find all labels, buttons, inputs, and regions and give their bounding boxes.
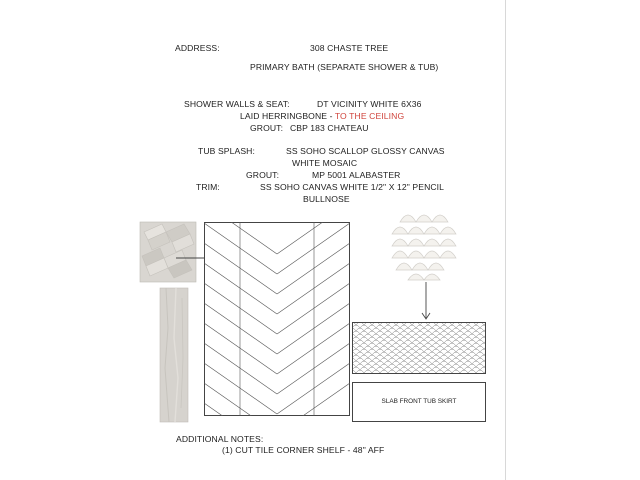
herringbone-diagram — [204, 222, 350, 416]
tub-label: TUB SPLASH: — [198, 146, 255, 156]
address-label: ADDRESS: — [175, 43, 220, 53]
shower-label: SHOWER WALLS & SEAT: — [184, 99, 290, 109]
plank-tile-photo — [160, 288, 188, 422]
notes-label: ADDITIONAL NOTES: — [176, 434, 264, 444]
arrow-to-mosaic-band — [420, 282, 432, 322]
tub-tile-line2: WHITE MOSAIC — [292, 158, 358, 168]
tub-splash-mosaic-band — [352, 322, 486, 374]
shower-tile: DT VICINITY WHITE 6X36 — [317, 99, 422, 109]
notes-item-1: (1) CUT TILE CORNER SHELF - 48" AFF — [222, 445, 385, 455]
shower-grout-value: CBP 183 CHATEAU — [290, 123, 369, 133]
shower-pattern-highlight: TO THE CEILING — [334, 111, 405, 121]
shower-grout-label: GROUT: — [250, 123, 284, 133]
address-value: 308 CHASTE TREE — [310, 43, 389, 53]
tub-skirt-label: SLAB FRONT TUB SKIRT — [381, 398, 457, 405]
tub-tile-line1: SS SOHO SCALLOP GLOSSY CANVAS — [286, 146, 445, 156]
scallop-mosaic-photo — [392, 206, 456, 282]
tub-trim-label: TRIM: — [196, 182, 220, 192]
shower-pattern-text: LAID HERRINGBONE - — [240, 111, 335, 121]
tub-trim-line1: SS SOHO CANVAS WHITE 1/2" X 12" PENCIL — [260, 182, 445, 192]
tub-trim-line2: BULLNOSE — [303, 194, 350, 204]
tub-grout-value: MP 5001 ALABASTER — [312, 170, 401, 180]
room-title: PRIMARY BATH (SEPARATE SHOWER & TUB) — [250, 62, 439, 72]
shower-pattern — [240, 111, 404, 121]
tub-skirt-box — [352, 382, 486, 422]
tub-grout-label: GROUT: — [246, 170, 280, 180]
